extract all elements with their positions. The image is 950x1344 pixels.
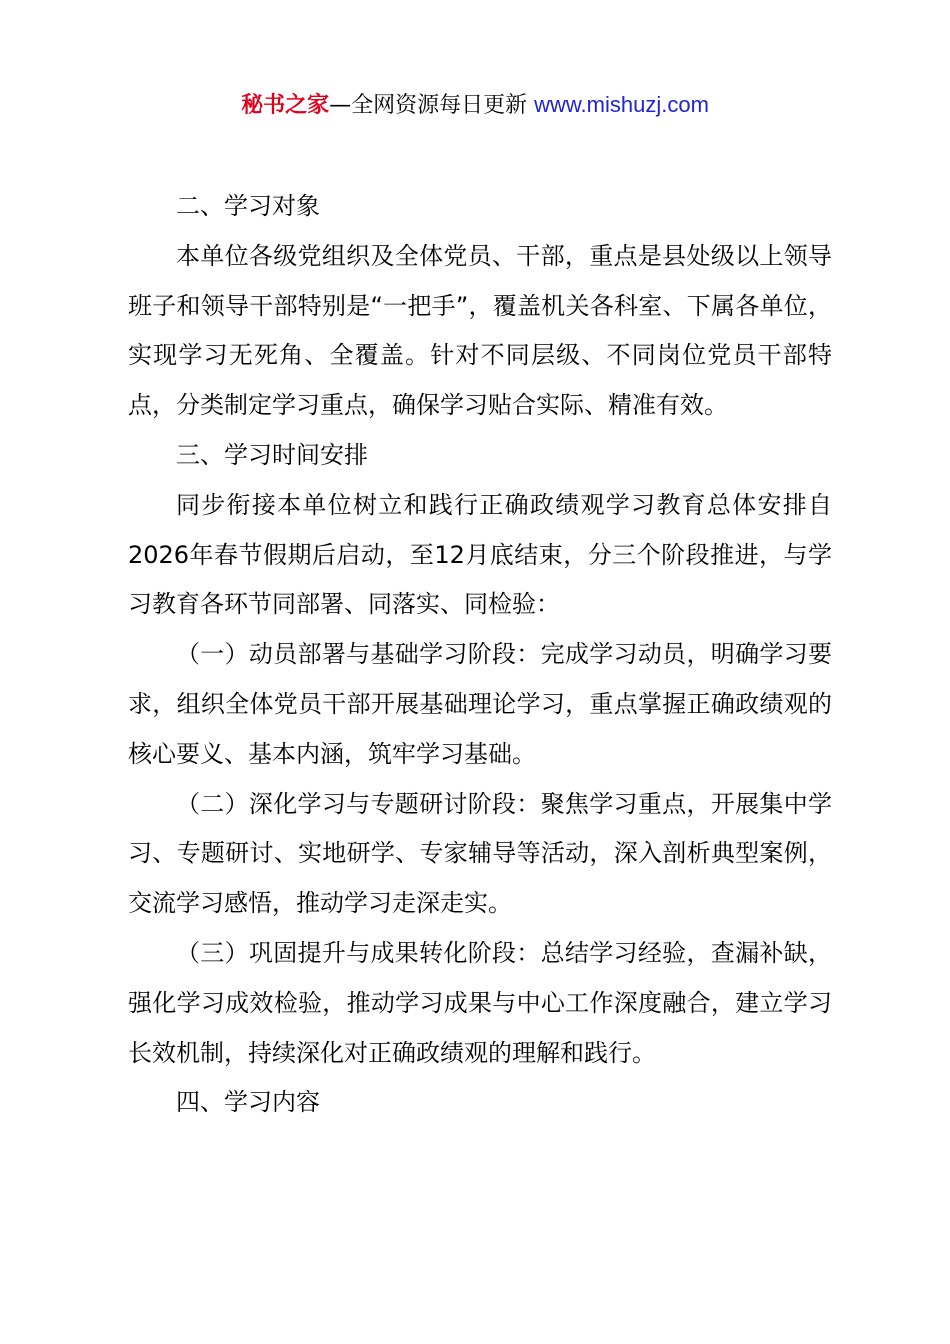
paragraph-study-schedule: 同步衔接本单位树立和践行正确政绩观学习教育总体安排自2026年春节假期后启动，至12月底结束，分三个阶段推进，与学习教育各环节同部署、同落实、同检验： bbox=[128, 490, 832, 619]
site-tagline: —全网资源每日更新 bbox=[329, 93, 528, 118]
site-url-link[interactable]: www.mishuzj.com bbox=[534, 92, 709, 117]
paragraph-phase-one: （一）动员部署与基础学习阶段：完成学习动员，明确学习要求，组织全体党员干部开展基础理论学习，重点掌握正确政绩观的核心要义、基本内涵，筑牢学习基础。 bbox=[128, 640, 832, 768]
paragraph-study-targets: 本单位各级党组织及全体党员、干部，重点是县处级以上领导班子和领导干部特别是“一把手”，覆盖机关各科室、下属各单位，实现学习无死角、全覆盖。针对不同层级、不同岗位党员干部特点，分类制定学习重点，确保学习贴合实际、精准有效。 bbox=[128, 241, 832, 420]
site-brand: 秘书之家 bbox=[241, 93, 330, 118]
section-heading-study-schedule: 三、学习时间安排 bbox=[176, 440, 368, 469]
paragraph-phase-two: （二）深化学习与专题研讨阶段：聚焦学习重点，开展集中学习、专题研讨、实地研学、专家辅导等活动，深入剖析典型案例，交流学习感悟，推动学习走深走实。 bbox=[128, 789, 832, 918]
page-header bbox=[0, 88, 950, 123]
paragraph-phase-three: （三）巩固提升与成果转化阶段：总结学习经验，查漏补缺，强化学习成效检验，推动学习成果与中心工作深度融合，建立学习长效机制，持续深化对正确政绩观的理解和践行。 bbox=[128, 938, 832, 1067]
section-heading-study-targets: 二、学习对象 bbox=[176, 192, 320, 220]
document-body bbox=[128, 182, 832, 1128]
section-heading-study-content: 四、学习内容 bbox=[176, 1088, 320, 1117]
